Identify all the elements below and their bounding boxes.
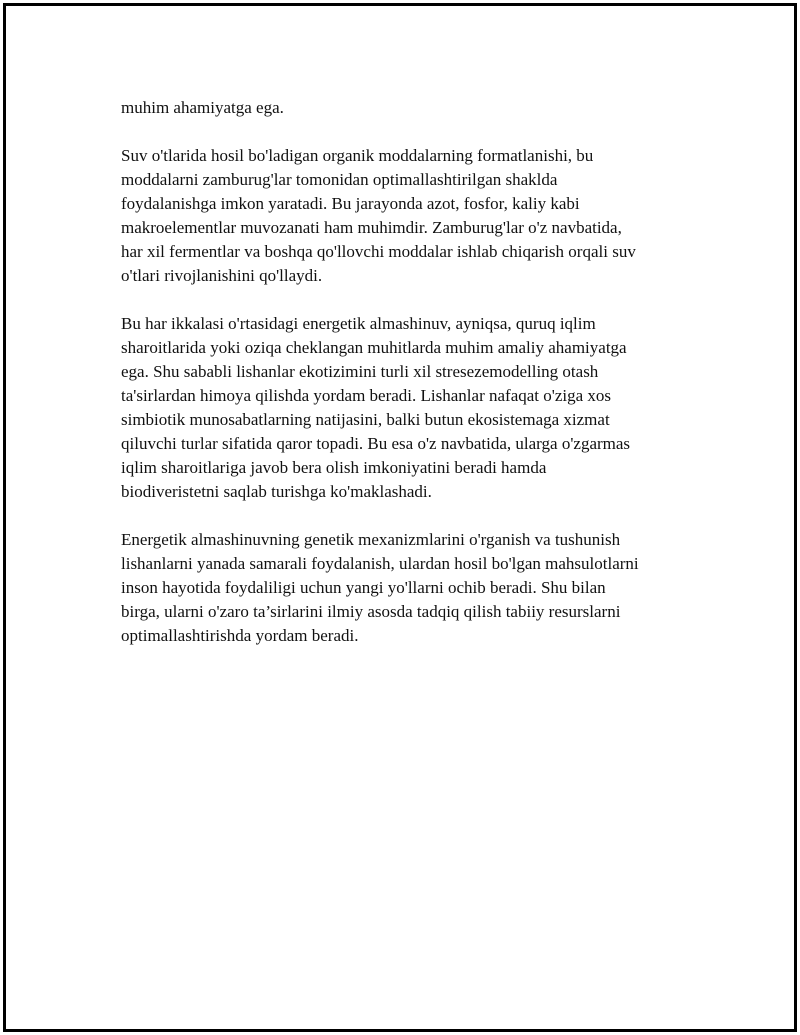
text-line: biodiveristetni saqlab turishga ko'maklashadi.: [121, 482, 432, 501]
paragraph-3: [121, 312, 691, 504]
text-line: sharoitlarida yoki oziqa cheklangan muhitlarda muhim amaliy ahamiyatga: [121, 338, 627, 357]
text-line: muhim ahamiyatga ega.: [121, 98, 284, 117]
text-line: optimallashtirishda yordam beradi.: [121, 626, 359, 645]
paragraph-1: [121, 96, 691, 120]
text-line: ega. Shu sababli lishanlar ekotizimini turli xil stresezemodelling otash: [121, 362, 599, 381]
text-line: o'tlari rivojlanishini qo'llaydi.: [121, 266, 323, 285]
text-line: har xil fermentlar va boshqa qo'llovchi moddalar ishlab chiqarish orqali suv: [121, 242, 636, 261]
paragraph-4: [121, 528, 691, 648]
text-line: Bu har ikkalasi o'rtasidagi energetik almashinuv, ayniqsa, quruq iqlim: [121, 314, 596, 333]
document-body: [121, 96, 691, 672]
text-line: iqlim sharoitlariga javob bera olish imkoniyatini beradi hamda: [121, 458, 547, 477]
text-line: lishanlarni yanada samarali foydalanish, ulardan hosil bo'lgan mahsulotlarni: [121, 554, 639, 573]
text-line: ta'sirlardan himoya qilishda yordam beradi. Lishanlar nafaqat o'ziga xos: [121, 386, 611, 405]
paragraph-2: [121, 144, 691, 288]
text-line: makroelementlar muvozanati ham muhimdir. Zamburug'lar o'z navbatida,: [121, 218, 622, 237]
text-line: qiluvchi turlar sifatida qaror topadi. Bu esa o'z navbatida, ularga o'zgarmas: [121, 434, 631, 453]
text-line: inson hayotida foydaliligi uchun yangi yo'llarni ochib beradi. Shu bilan: [121, 578, 606, 597]
text-line: simbiotik munosabatlarning natijasini, balki butun ekosistemaga xizmat: [121, 410, 610, 429]
text-line: moddalarni zamburug'lar tomonidan optimallashtirilgan shaklda: [121, 170, 558, 189]
text-line: Energetik almashinuvning genetik mexanizmlarini o'rganish va tushunish: [121, 530, 621, 549]
text-line: Suv o'tlarida hosil bo'ladigan organik moddalarning formatlanishi, bu: [121, 146, 594, 165]
text-line: foydalanishga imkon yaratadi. Bu jarayonda azot, fosfor, kaliy kabi: [121, 194, 580, 213]
text-line: birga, ularni o'zaro ta’sirlarini ilmiy asosda tadqiq qilish tabiiy resurslarni: [121, 602, 621, 621]
page-border: [3, 3, 797, 1032]
